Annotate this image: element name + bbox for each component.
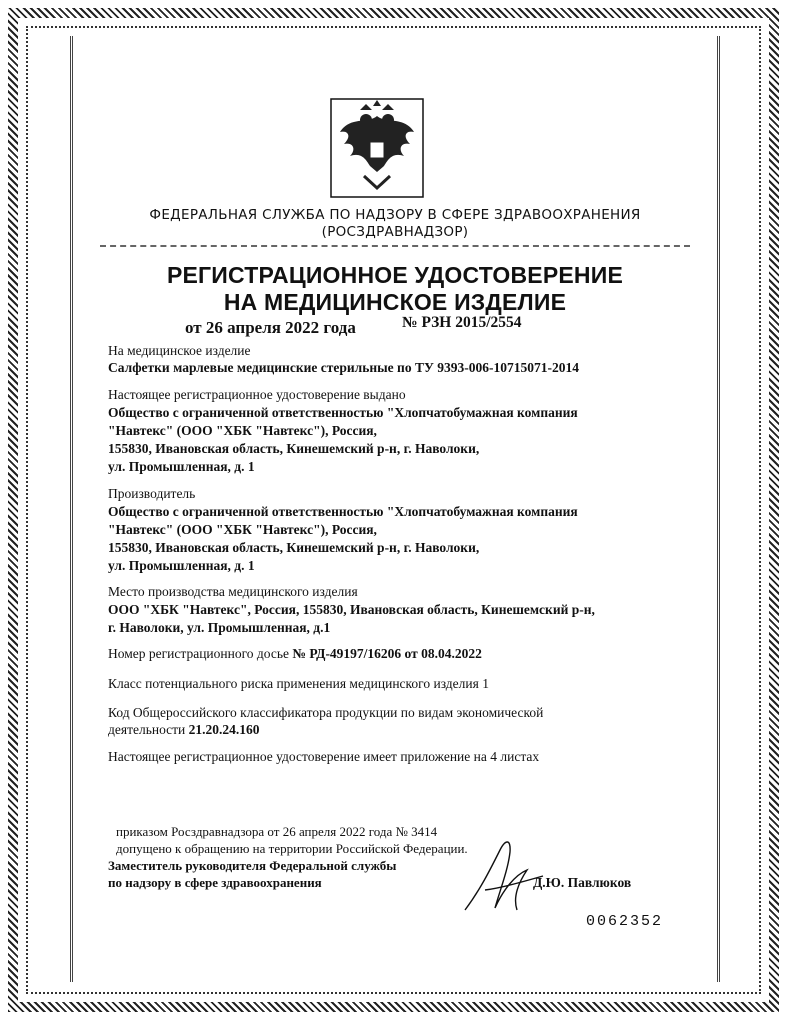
issued-to-line: Общество с ограниченной ответственностью "Хлопчатобумажная компания xyxy=(108,405,578,420)
production-site-line: ООО "ХБК "Навтекс", Россия, 155830, Ивановская область, Кинешемский р-н, xyxy=(108,602,595,617)
signatory-name: Д.Ю. Павлюков xyxy=(533,875,632,890)
manufacturer-line: ул. Промышленная, д. 1 xyxy=(108,558,255,573)
okpd-label: Код Общероссийского классификатора продукции по видам экономической xyxy=(108,705,544,720)
manufacturer-line: "Навтекс" (ООО "ХБК "Навтекс"), Россия, xyxy=(108,522,377,537)
production-site-label: Место производства медицинского изделия xyxy=(108,584,358,599)
device-label: На медицинское изделие xyxy=(108,343,251,358)
serial-number: 0062352 xyxy=(586,913,664,930)
order-prefix: приказом Росздравнадзора от xyxy=(116,824,280,839)
signatory-title: Заместитель руководителя Федеральной службы xyxy=(108,858,397,873)
appendix-prefix: Настоящее регистрационное удостоверение имеет приложение на xyxy=(108,749,487,764)
order-date: 26 апреля 2022 xyxy=(282,824,366,839)
okpd-row xyxy=(108,721,260,739)
issued-to-line: "Навтекс" (ООО "ХБК "Навтекс"), Россия, xyxy=(108,423,377,438)
issued-to-line: 155830, Ивановская область, Кинешемский р-н, г. Наволоки, xyxy=(108,441,480,456)
dossier-row xyxy=(108,645,482,663)
issued-to-line: ул. Промышленная, д. 1 xyxy=(108,459,255,474)
issue-date: от 26 апреля 2022 года xyxy=(185,318,356,337)
risk-class-row xyxy=(108,675,489,693)
appendix-count: 4 xyxy=(490,749,497,764)
manufacturer-line: Общество с ограниченной ответственностью "Хлопчатобумажная компания xyxy=(108,504,578,519)
appendix-note xyxy=(108,748,539,766)
device-name: Салфетки марлевые медицинские стерильные по ТУ 9393-006-10715071-2014 xyxy=(108,360,579,375)
admission-line: допущено к обращению на территории Российской Федерации. xyxy=(116,841,468,856)
okpd-label-cont: деятельности xyxy=(108,722,186,737)
manufacturer-label: Производитель xyxy=(108,486,196,501)
agency-name: ФЕДЕРАЛЬНАЯ СЛУЖБА ПО НАДЗОРУ В СФЕРЕ ЗДРАВООХРАНЕНИЯ xyxy=(149,207,641,223)
coat-of-arms-emblem xyxy=(330,98,424,198)
order-mid: года № xyxy=(368,824,408,839)
risk-class-value: 1 xyxy=(482,676,489,691)
production-site-line: г. Наволоки, ул. Промышленная, д.1 xyxy=(108,620,331,635)
issued-to-label: Настоящее регистрационное удостоверение выдано xyxy=(108,387,406,402)
appendix-suffix: листах xyxy=(500,749,540,764)
agency-short-name: (РОСЗДРАВНАДЗОР) xyxy=(321,224,469,240)
divider xyxy=(100,245,690,247)
document-title-line1: РЕГИСТРАЦИОННОЕ УДОСТОВЕРЕНИЕ xyxy=(166,262,624,288)
dossier-number: № РД-49197/16206 от 08.04.2022 xyxy=(292,646,482,661)
signatory-title: по надзору в сфере здравоохранения xyxy=(108,875,322,890)
manufacturer-line: 155830, Ивановская область, Кинешемский р-н, г. Наволоки, xyxy=(108,540,480,555)
dossier-label: Номер регистрационного досье xyxy=(108,646,290,661)
registration-number: № РЗН 2015/2554 xyxy=(402,314,522,331)
order-line xyxy=(116,824,437,840)
order-number: 3414 xyxy=(411,824,438,839)
okpd-code: 21.20.24.160 xyxy=(188,722,260,737)
document-title-line2: НА МЕДИЦИНСКОЕ ИЗДЕЛИЕ xyxy=(223,289,567,315)
risk-class-label: Класс потенциального риска применения медицинского изделия xyxy=(108,676,479,691)
